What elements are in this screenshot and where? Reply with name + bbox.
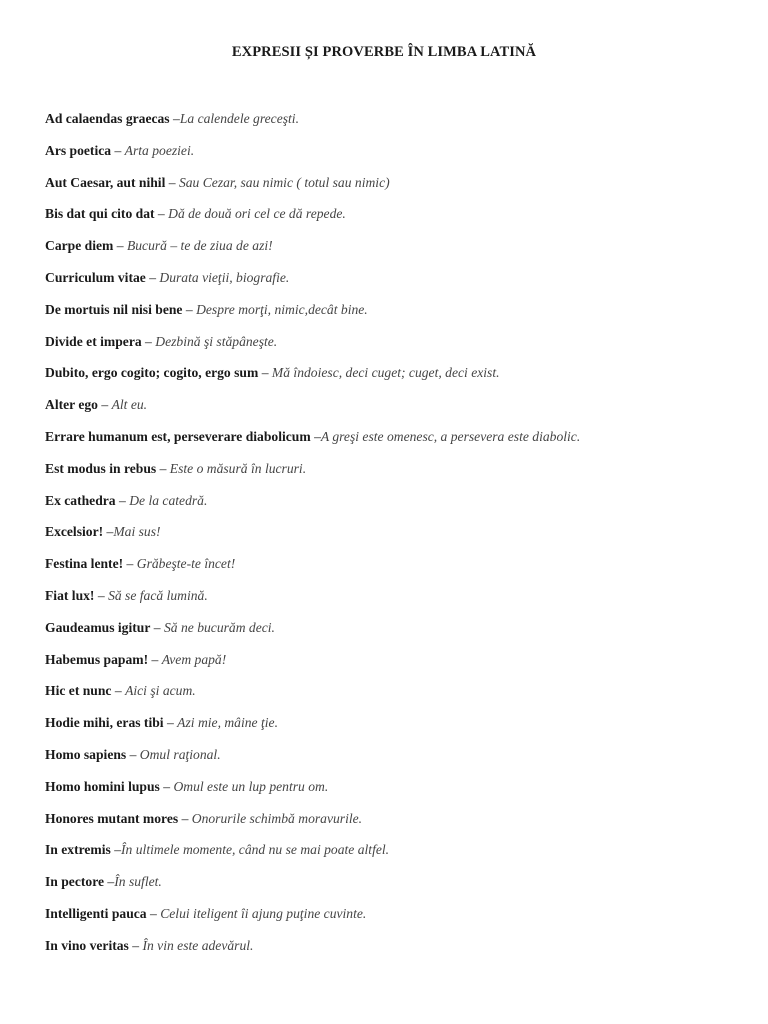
separator: –	[145, 269, 160, 285]
translation: Avem papă!	[161, 651, 227, 667]
translation: Despre morţi, nimic,decât bine.	[196, 301, 368, 317]
separator: –	[126, 746, 140, 762]
separator: –	[123, 556, 137, 572]
separator: –	[94, 587, 109, 603]
translation: Să ne bucurăm deci.	[163, 619, 275, 635]
translation: Este o măsură în lucruri.	[169, 460, 307, 476]
latin-phrase: Aut Caesar, aut nihil	[45, 174, 166, 190]
latin-phrase: Gaudeamus igitur	[45, 619, 151, 635]
latin-phrase: In vino veritas	[45, 937, 129, 953]
separator: –	[115, 492, 130, 508]
latin-phrase: Bis dat qui cito dat	[45, 206, 155, 222]
translation: În ultimele momente, când nu se mai poate altfel.	[121, 842, 390, 858]
separator: –	[169, 111, 180, 126]
list-item	[45, 905, 748, 937]
translation: Aici şi acum.	[125, 683, 196, 699]
list-item	[45, 333, 748, 365]
separator: –	[156, 460, 170, 476]
translation: Omul este un lup pentru om.	[173, 778, 329, 794]
separator: –	[154, 206, 169, 222]
latin-phrase: Est modus in rebus	[45, 460, 157, 476]
list-item	[45, 428, 748, 460]
list-item	[45, 237, 748, 269]
list-item	[45, 810, 748, 842]
list-item	[45, 587, 748, 619]
translation: În vin este adevărul.	[142, 937, 254, 953]
separator: –	[165, 174, 179, 190]
separator: –	[150, 619, 164, 635]
translation: Mă îndoiesc, deci cuget; cuget, deci exist.	[271, 365, 500, 381]
translation: Să se facă lumină.	[108, 587, 208, 603]
list-item	[45, 714, 748, 746]
expression-list	[45, 110, 748, 969]
translation: De la catedră.	[129, 492, 208, 508]
list-item	[45, 364, 748, 396]
separator: –	[310, 428, 321, 444]
latin-phrase: Divide et impera	[45, 333, 142, 349]
separator: –	[182, 301, 197, 317]
latin-phrase: Hic et nunc	[45, 683, 112, 699]
separator: –	[111, 683, 126, 699]
latin-phrase: Ars poetica	[45, 142, 112, 158]
list-item	[45, 301, 748, 333]
translation: La calendele greceşti.	[179, 111, 299, 126]
list-item	[45, 269, 748, 301]
translation: Omul raţional.	[139, 746, 221, 762]
translation: Celui iteligent îi ajung puţine cuvinte.	[160, 905, 367, 921]
separator: –	[148, 651, 162, 667]
list-item	[45, 873, 748, 905]
latin-phrase: Ex cathedra	[45, 492, 116, 508]
translation: Azi mie, mâine ţie.	[177, 715, 278, 731]
latin-phrase: Carpe diem	[45, 238, 114, 254]
list-item	[45, 492, 748, 524]
translation: A greşi este omenesc, a persevera este diabolic.	[320, 428, 581, 444]
latin-phrase: Alter ego	[45, 397, 98, 413]
separator: –	[159, 778, 174, 794]
page-title: EXPRESII ȘI PROVERBE ÎN LIMBA LATINĂ	[231, 44, 537, 60]
latin-phrase: Homo homini lupus	[45, 778, 160, 794]
separator: –	[97, 397, 112, 413]
translation: Grăbeşte-te încet!	[136, 556, 236, 572]
separator: –	[111, 142, 125, 158]
latin-phrase: Homo sapiens	[45, 746, 127, 762]
translation: În suflet.	[114, 874, 162, 890]
latin-phrase: Hodie mihi, eras tibi	[45, 715, 164, 731]
latin-phrase: De mortuis nil nisi bene	[45, 301, 183, 317]
separator: –	[178, 810, 192, 826]
latin-phrase: Excelsior!	[45, 524, 104, 540]
list-item	[45, 523, 748, 555]
latin-phrase: Habemus papam!	[45, 651, 149, 667]
translation: Alt eu.	[111, 397, 148, 413]
translation: Arta poeziei.	[124, 142, 195, 158]
separator: –	[258, 365, 272, 381]
separator: –	[110, 842, 122, 858]
latin-phrase: Honores mutant mores	[45, 810, 179, 826]
latin-phrase: In extremis	[45, 842, 111, 858]
separator: –	[104, 874, 115, 890]
latin-phrase: Festina lente!	[45, 556, 124, 572]
list-item	[45, 174, 748, 206]
latin-phrase: Curriculum vitae	[45, 269, 146, 285]
list-item	[45, 746, 748, 778]
translation: Dă de două ori cel ce dă repede.	[168, 206, 346, 222]
list-item	[45, 778, 748, 810]
latin-phrase: Ad calaendas graecas	[45, 111, 170, 126]
separator: –	[146, 905, 161, 921]
list-item	[45, 460, 748, 492]
list-item	[45, 682, 748, 714]
list-item	[45, 841, 748, 873]
separator: –	[113, 238, 127, 254]
list-item	[45, 205, 748, 237]
separator: –	[141, 333, 156, 349]
list-item	[45, 937, 748, 969]
translation: Sau Cezar, sau nimic ( totul sau nimic)	[178, 174, 390, 190]
separator: –	[103, 524, 114, 540]
latin-phrase: Dubito, ergo cogito; cogito, ergo sum	[45, 365, 259, 381]
separator: –	[163, 715, 178, 731]
list-item	[45, 142, 748, 174]
translation: Dezbină şi stăpâneşte.	[155, 333, 278, 349]
translation: Mai sus!	[113, 524, 161, 540]
latin-phrase: Errare humanum est, perseverare diabolicum	[45, 428, 311, 444]
translation: Bucură – te de ziua de azi!	[126, 238, 273, 254]
translation: Onorurile schimbă moravurile.	[191, 810, 363, 826]
list-item	[45, 651, 748, 683]
latin-phrase: Fiat lux!	[45, 587, 95, 603]
list-item	[45, 619, 748, 651]
list-item	[45, 110, 748, 142]
list-item	[45, 555, 748, 587]
latin-phrase: Intelligenti pauca	[45, 905, 147, 921]
translation: Durata vieţii, biografie.	[159, 269, 290, 285]
list-item	[45, 396, 748, 428]
separator: –	[128, 937, 143, 953]
latin-phrase: In pectore	[45, 874, 105, 890]
